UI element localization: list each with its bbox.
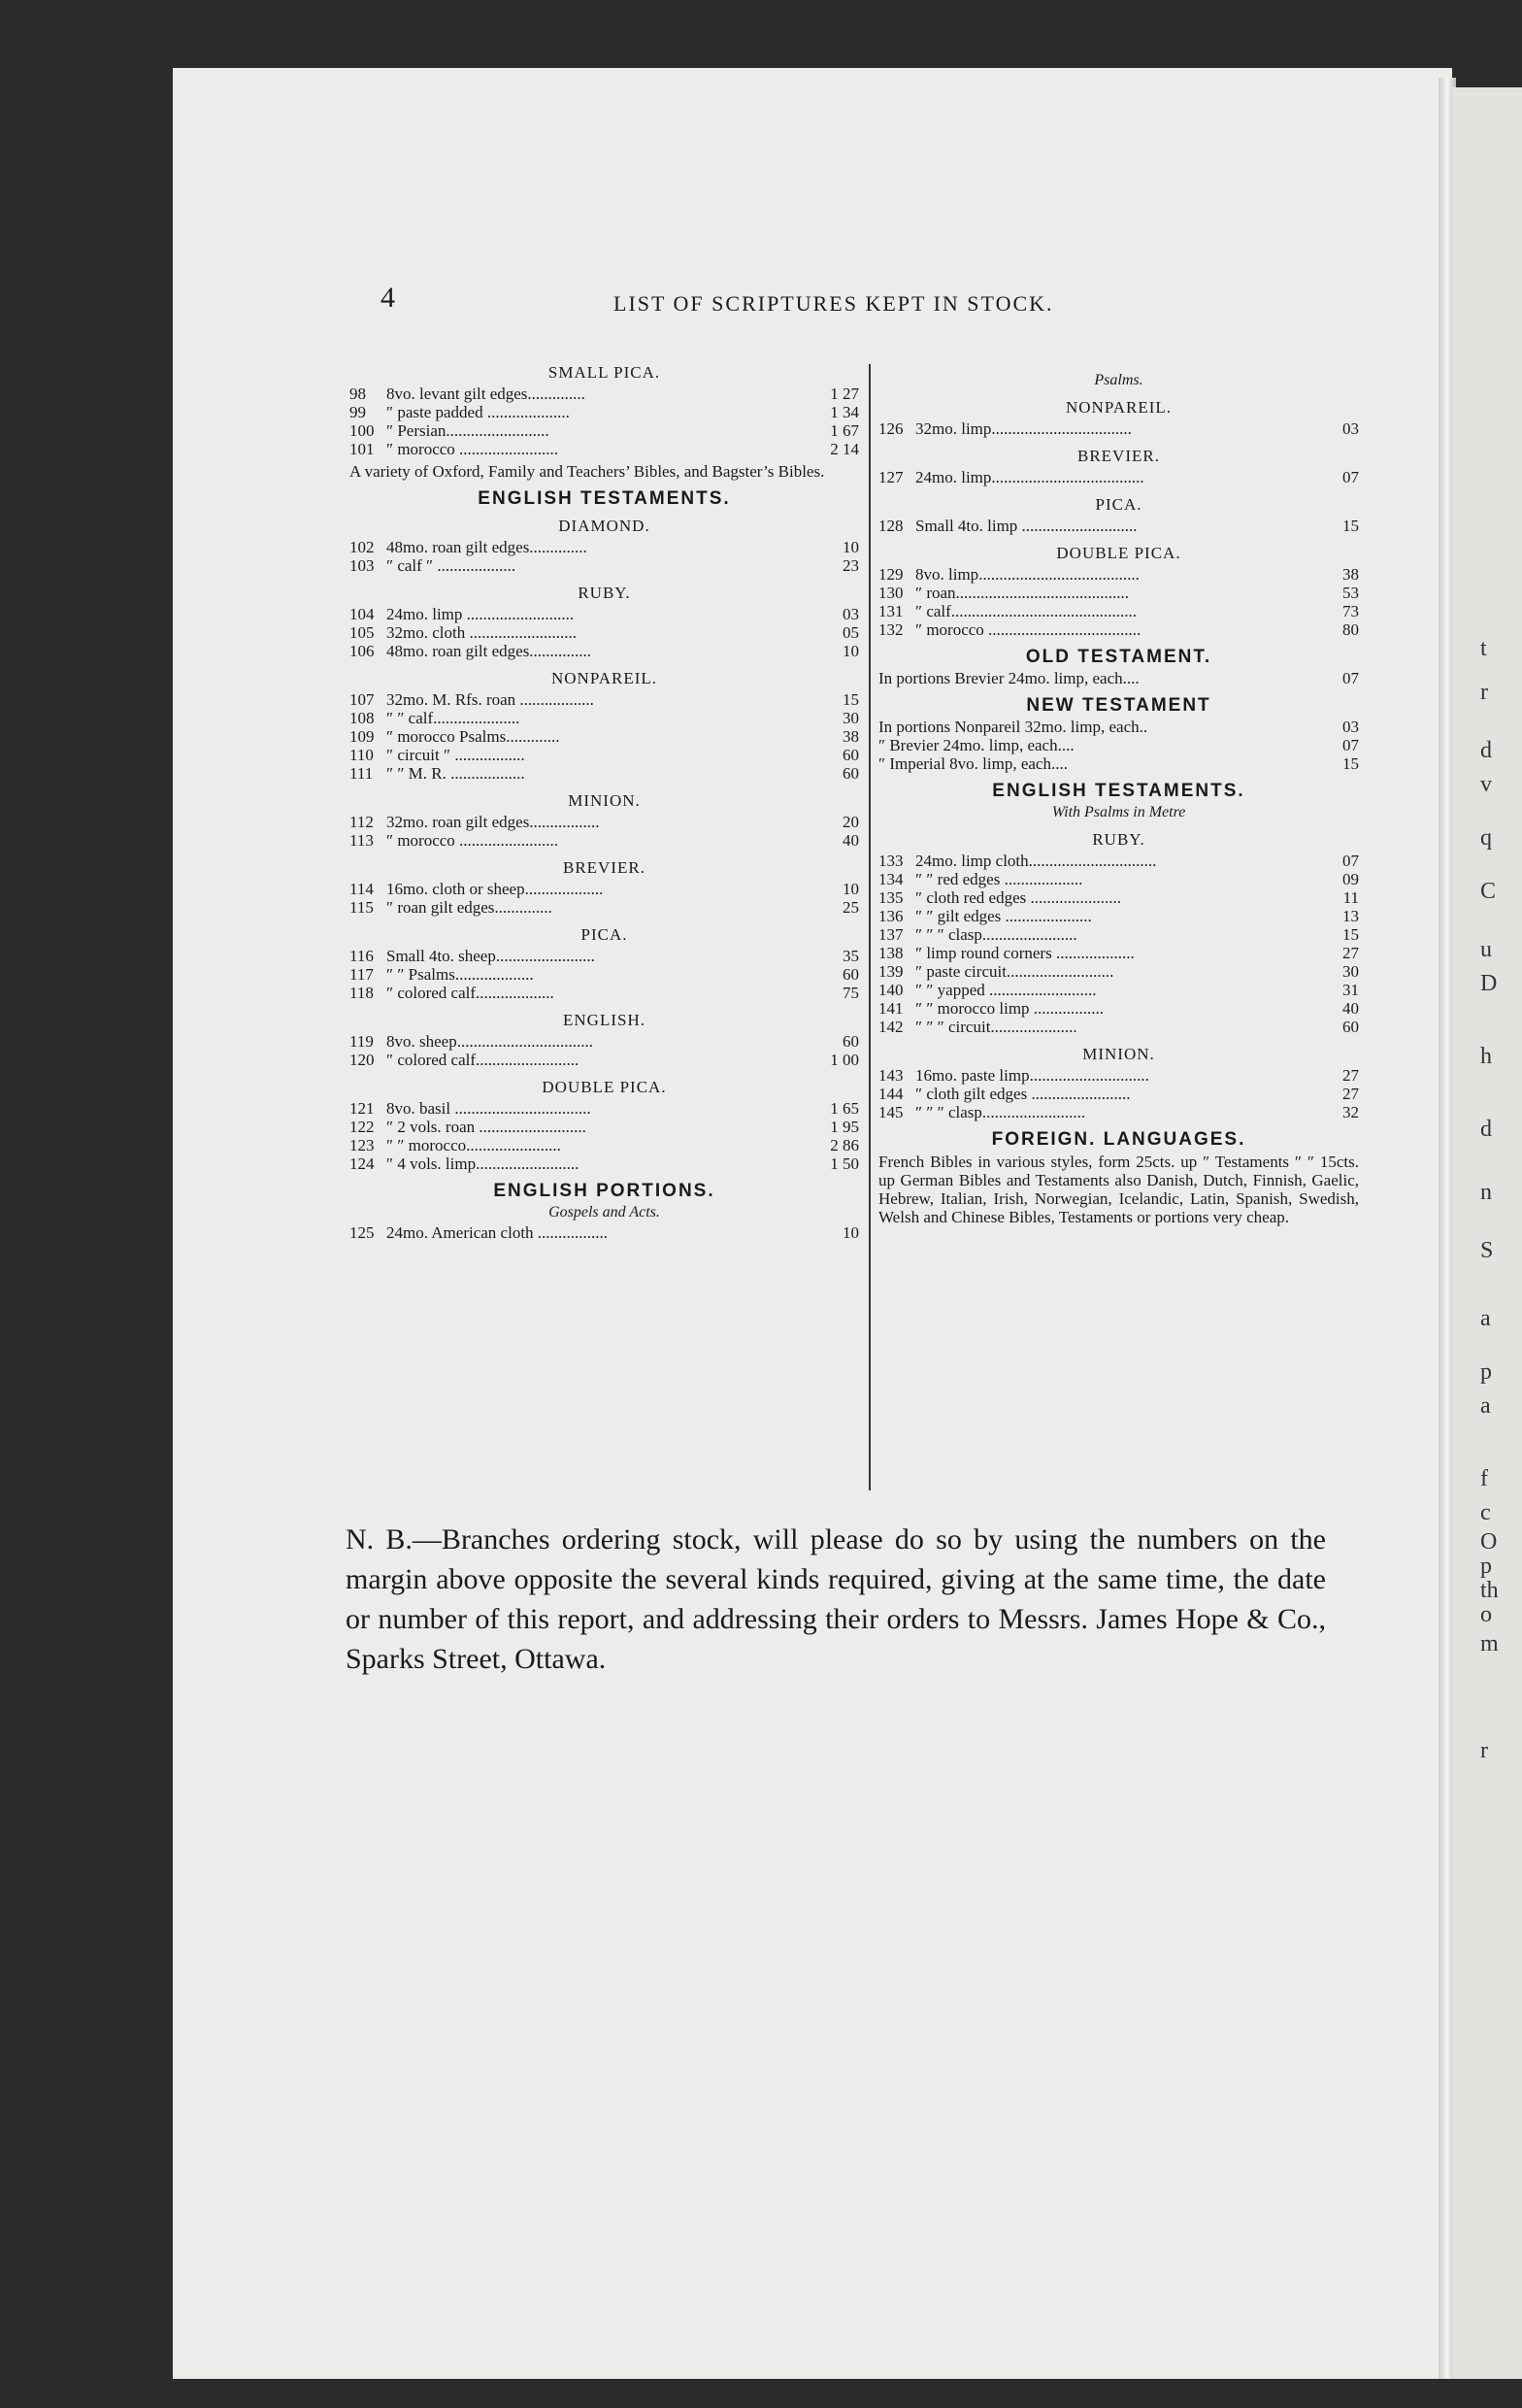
item-price: 60	[843, 965, 859, 984]
list-item	[349, 1051, 859, 1069]
list-item	[878, 870, 1359, 888]
list-item	[878, 907, 1359, 925]
item-description: ″ ″ ″ circuit.....................	[915, 1018, 1077, 1036]
item-number: 140	[878, 981, 904, 999]
item-description: 8vo. levant gilt edges..............	[386, 385, 585, 403]
item-price: 2 14	[830, 440, 859, 458]
subsection-title: NONPAREIL.	[550, 669, 658, 687]
rows-diamond	[349, 538, 859, 575]
item-price: 03	[1342, 718, 1359, 736]
item-description: ″ morocco ........................	[386, 440, 559, 458]
item-number: 116	[349, 947, 374, 965]
item-description: ″ cloth red edges ......................	[915, 888, 1121, 907]
item-price: 27	[1342, 1066, 1359, 1085]
list-item	[349, 709, 859, 727]
list-item	[878, 944, 1359, 962]
item-number: 130	[878, 584, 904, 602]
facing-page-fragment: c	[1480, 1500, 1491, 1525]
list-item	[349, 385, 859, 403]
item-number: 119	[349, 1032, 374, 1051]
item-price: 53	[1342, 584, 1359, 602]
rows-r-brevier	[878, 468, 1359, 486]
item-number: 109	[349, 727, 375, 746]
list-item	[349, 764, 859, 783]
item-description: ″ ″ gilt edges .....................	[915, 907, 1092, 925]
section-subtitle: With Psalms in Metre	[1051, 804, 1186, 820]
list-item	[349, 403, 859, 421]
list-item	[349, 746, 859, 764]
subsection-title: NONPAREIL.	[1065, 398, 1173, 417]
item-description: ″ paste padded ....................	[386, 403, 570, 421]
item-description: ″ ″ Psalms...................	[386, 965, 534, 984]
item-price: 10	[843, 880, 859, 898]
rows-new-testament	[878, 718, 1359, 773]
section-title: ENGLISH TESTAMENTS.	[992, 781, 1245, 801]
list-item	[878, 468, 1359, 486]
rows-english	[349, 1032, 859, 1069]
facing-page-fragment: f	[1480, 1466, 1488, 1491]
facing-page-fragment: v	[1480, 772, 1492, 797]
item-price: 60	[843, 1032, 859, 1051]
item-description: ″ Imperial 8vo. limp, each....	[878, 754, 1068, 773]
facing-page-fragment: n	[1480, 1180, 1492, 1205]
list-item	[349, 1136, 859, 1154]
right-column	[878, 369, 1359, 1230]
item-description: ″ morocco .....................................	[915, 620, 1142, 639]
item-description: 32mo. M. Rfs. roan ..................	[386, 690, 594, 709]
list-item	[349, 623, 859, 642]
item-description: ″ ″ morocco limp .................	[915, 999, 1105, 1018]
item-number: 123	[349, 1136, 375, 1154]
item-price: 10	[843, 1223, 859, 1242]
item-number: 134	[878, 870, 904, 888]
facing-page-fragment: p	[1480, 1554, 1492, 1579]
item-price: 03	[843, 605, 859, 623]
item-number: 139	[878, 962, 904, 981]
column-divider	[869, 364, 871, 1490]
list-item	[349, 556, 859, 575]
item-description: 48mo. roan gilt edges..............	[386, 538, 587, 556]
facing-page-fragment: h	[1480, 1044, 1492, 1069]
list-item	[878, 419, 1359, 438]
item-description: ″ 2 vols. roan ..........................	[386, 1118, 586, 1136]
item-number: 103	[349, 556, 375, 575]
section-title: ENGLISH PORTIONS.	[493, 1181, 715, 1201]
item-description: 32mo. limp..................................	[915, 419, 1132, 438]
item-description: ″ 4 vols. limp.........................	[386, 1154, 579, 1173]
item-description: In portions Brevier 24mo. limp, each....	[878, 669, 1140, 687]
item-price: 1 27	[830, 385, 859, 403]
facing-page-fragment: o	[1480, 1602, 1492, 1627]
list-item	[878, 852, 1359, 870]
subsection-title: MINION.	[1082, 1045, 1155, 1063]
list-item	[878, 669, 1359, 687]
item-price: 40	[843, 831, 859, 850]
item-description: ″ ″ yapped ..........................	[915, 981, 1097, 999]
item-price: 73	[1342, 602, 1359, 620]
item-number: 99	[349, 403, 366, 421]
list-item	[878, 1018, 1359, 1036]
item-number: 100	[349, 421, 375, 440]
item-price: 11	[1342, 888, 1359, 907]
list-item	[349, 440, 859, 458]
item-price: 38	[843, 727, 859, 746]
item-number: 101	[349, 440, 375, 458]
item-number: 110	[349, 746, 374, 764]
facing-page-fragment: d	[1480, 738, 1492, 763]
subsection-title: DIAMOND.	[558, 517, 650, 535]
item-description: In portions Nonpareil 32mo. limp, each..	[878, 718, 1148, 736]
item-price: 35	[843, 947, 859, 965]
item-description: 24mo. limp cloth...............................	[915, 852, 1157, 870]
item-number: 122	[349, 1118, 375, 1136]
item-price: 07	[1342, 468, 1359, 486]
item-description: ″ calf ″ ...................	[386, 556, 516, 575]
list-item	[878, 1085, 1359, 1103]
item-price: 1 65	[830, 1099, 859, 1118]
rows-nonpareil	[349, 690, 859, 783]
item-price: 60	[843, 746, 859, 764]
list-item	[349, 813, 859, 831]
list-item	[878, 888, 1359, 907]
facing-page-fragment: D	[1480, 971, 1498, 996]
item-price: 07	[1342, 852, 1359, 870]
item-number: 138	[878, 944, 904, 962]
facing-page-fragment: p	[1480, 1359, 1492, 1385]
item-description: ″ cloth gilt edges ........................	[915, 1085, 1131, 1103]
item-price: 75	[843, 984, 859, 1002]
item-description: ″ ″ red edges ...................	[915, 870, 1083, 888]
item-number: 137	[878, 925, 904, 944]
item-number: 125	[349, 1223, 375, 1242]
item-number: 129	[878, 565, 904, 584]
item-number: 124	[349, 1154, 375, 1173]
foreign-languages-text: French Bibles in various styles, form 25cts. up ″ Testaments ″ ″ 15cts. up German Bibles and Testaments also Danish, Dutch, Finnish, Gaelic, Hebrew, Italian, Irish, Norwegian, Icelandic, Latin, Spanish, Swedish, Welsh and Chinese Bibles, Testaments or portions very cheap.	[878, 1153, 1359, 1226]
rows-english-portions	[349, 1223, 859, 1242]
item-price: 10	[843, 642, 859, 660]
list-item	[878, 602, 1359, 620]
list-item	[349, 605, 859, 623]
subsection-title: BREVIER.	[1077, 447, 1160, 465]
rows-r-nonpareil	[878, 419, 1359, 438]
rows-pica	[349, 947, 859, 1002]
item-price: 60	[843, 764, 859, 783]
item-price: 10	[843, 538, 859, 556]
item-number: 131	[878, 602, 904, 620]
facing-page-fragment: m	[1480, 1631, 1499, 1656]
item-description: ″ limp round corners ...................	[915, 944, 1135, 962]
item-number: 135	[878, 888, 904, 907]
facing-page-edge	[1452, 87, 1522, 2379]
subsection-title: MINION.	[568, 791, 641, 810]
section-title: SMALL PICA.	[547, 363, 661, 382]
item-price: 23	[843, 556, 859, 575]
facing-page-fragment: a	[1480, 1393, 1491, 1419]
item-description: ″ morocco Psalms.............	[386, 727, 560, 746]
item-description: ″ colored calf...................	[386, 984, 554, 1002]
rows-minion	[349, 813, 859, 850]
item-price: 1 34	[830, 403, 859, 421]
rows-r-minion	[878, 1066, 1359, 1121]
list-item	[349, 727, 859, 746]
item-description: 32mo. cloth ..........................	[386, 623, 577, 642]
rows-r-ruby	[878, 852, 1359, 1036]
list-item	[349, 538, 859, 556]
section-title: OLD TESTAMENT.	[1025, 647, 1212, 667]
item-description: ″ ″ morocco.......................	[386, 1136, 561, 1154]
facing-page-fragment: S	[1480, 1238, 1494, 1263]
item-number: 105	[349, 623, 375, 642]
list-item	[349, 1032, 859, 1051]
facing-page-fragment: a	[1480, 1306, 1491, 1331]
item-description: ″ ″ ″ clasp.......................	[915, 925, 1077, 944]
item-description: 16mo. cloth or sheep...................	[386, 880, 604, 898]
item-number: 104	[349, 605, 375, 623]
section-subtitle: Gospels and Acts.	[548, 1204, 660, 1221]
facing-page-fragment: t	[1480, 636, 1487, 661]
item-price: 40	[1342, 999, 1359, 1018]
list-item	[878, 999, 1359, 1018]
item-number: 113	[349, 831, 374, 850]
subsection-title: DOUBLE PICA.	[542, 1078, 667, 1096]
subsection-title: RUBY.	[1092, 830, 1145, 849]
item-number: 141	[878, 999, 904, 1018]
item-number: 128	[878, 517, 904, 535]
rows-ruby	[349, 605, 859, 660]
list-item	[878, 565, 1359, 584]
rows-brevier	[349, 880, 859, 917]
list-item	[878, 981, 1359, 999]
section-title: NEW TESTAMENT	[1026, 695, 1211, 716]
section-title: ENGLISH TESTAMENTS.	[478, 488, 731, 509]
item-description: 32mo. roan gilt edges.................	[386, 813, 600, 831]
item-price: 1 67	[830, 421, 859, 440]
item-number: 102	[349, 538, 375, 556]
item-price: 09	[1342, 870, 1359, 888]
item-number: 112	[349, 813, 374, 831]
list-item	[349, 880, 859, 898]
subsection-title: BREVIER.	[563, 858, 645, 877]
item-price: 31	[1342, 981, 1359, 999]
item-price: 32	[1342, 1103, 1359, 1121]
bible-variety-note: A variety of Oxford, Family and Teachers’ Bibles, and Bagster’s Bibles.	[349, 462, 825, 481]
list-item	[878, 1066, 1359, 1085]
item-number: 127	[878, 468, 904, 486]
item-price: 1 95	[830, 1118, 859, 1136]
item-description: ″ circuit ″ .................	[386, 746, 525, 764]
item-price: 80	[1342, 620, 1359, 639]
item-number: 111	[349, 764, 374, 783]
list-item	[878, 718, 1359, 736]
list-item	[878, 620, 1359, 639]
item-price: 03	[1342, 419, 1359, 438]
item-number: 133	[878, 852, 904, 870]
ordering-note: N. B.—Branches ordering stock, will please do so by using the numbers on the margin above opposite the several kinds required, giving at the same time, the date or number of this report, and addressing their orders to Messrs. James Hope & Co., Sparks Street, Ottawa.	[346, 1523, 1326, 1675]
list-item	[878, 754, 1359, 773]
list-item	[349, 421, 859, 440]
list-item	[878, 962, 1359, 981]
page-header: LIST OF SCRIPTURES KEPT IN STOCK.	[613, 291, 1054, 316]
item-description: ″ ″ calf.....................	[386, 709, 520, 727]
item-price: 05	[843, 623, 859, 642]
rows-double-pica	[349, 1099, 859, 1173]
list-item	[349, 1099, 859, 1118]
item-price: 1 50	[830, 1154, 859, 1173]
item-number: 145	[878, 1103, 904, 1121]
item-number: 118	[349, 984, 374, 1002]
item-price: 27	[1342, 944, 1359, 962]
item-description: 16mo. paste limp.............................	[915, 1066, 1149, 1085]
item-price: 07	[1342, 669, 1359, 687]
item-number: 143	[878, 1066, 904, 1085]
item-number: 121	[349, 1099, 375, 1118]
list-item	[878, 925, 1359, 944]
item-number: 120	[349, 1051, 375, 1069]
facing-page-fragment: d	[1480, 1117, 1492, 1142]
list-item	[349, 1154, 859, 1173]
list-item	[349, 898, 859, 917]
item-price: 27	[1342, 1085, 1359, 1103]
item-description: ″ Persian.........................	[386, 421, 549, 440]
item-number: 126	[878, 419, 904, 438]
item-number: 132	[878, 620, 904, 639]
facing-page-fragment: C	[1480, 879, 1497, 904]
item-number: 108	[349, 709, 375, 727]
item-description: 24mo. limp ..........................	[386, 605, 575, 623]
item-number: 136	[878, 907, 904, 925]
page-number: 4	[380, 282, 395, 314]
item-description: ″ roan gilt edges..............	[386, 898, 552, 917]
subsection-title: DOUBLE PICA.	[1056, 544, 1181, 562]
list-item	[349, 965, 859, 984]
rows-small-pica	[349, 385, 859, 458]
item-description: 48mo. roan gilt edges...............	[386, 642, 592, 660]
list-item	[349, 642, 859, 660]
rows-r-double-pica	[878, 565, 1359, 639]
item-description: ″ Brevier 24mo. limp, each....	[878, 736, 1075, 754]
item-price: 13	[1342, 907, 1359, 925]
list-item	[878, 517, 1359, 535]
item-description: Small 4to. sheep........................	[386, 947, 595, 965]
item-price: 15	[1342, 754, 1359, 773]
item-price: 60	[1342, 1018, 1359, 1036]
item-description: 8vo. basil .................................	[386, 1099, 591, 1118]
item-description: ″ morocco ........................	[386, 831, 559, 850]
item-description: 24mo. American cloth .................	[386, 1223, 609, 1242]
list-item	[878, 736, 1359, 754]
item-number: 107	[349, 690, 375, 709]
item-price: 15	[843, 690, 859, 709]
item-price: 07	[1342, 736, 1359, 754]
facing-page-fragment: u	[1480, 937, 1492, 962]
item-price: 1 00	[830, 1051, 859, 1069]
item-number: 98	[349, 385, 366, 403]
item-price: 15	[1342, 925, 1359, 944]
list-item	[349, 690, 859, 709]
item-description: ″ ″ ″ clasp.........................	[915, 1103, 1086, 1121]
item-number: 106	[349, 642, 375, 660]
section-title: FOREIGN. LANGUAGES.	[991, 1129, 1246, 1150]
list-item	[349, 1118, 859, 1136]
item-description: Small 4to. limp ............................	[915, 517, 1138, 535]
subsection-title: PICA.	[580, 925, 628, 944]
list-item	[878, 584, 1359, 602]
facing-page-fragment: q	[1480, 825, 1492, 851]
item-price: 2 86	[830, 1136, 859, 1154]
rows-r-pica	[878, 517, 1359, 535]
item-number: 144	[878, 1085, 904, 1103]
item-price: 20	[843, 813, 859, 831]
item-description: ″ roan..........................................	[915, 584, 1130, 602]
item-description: 8vo. limp.......................................	[915, 565, 1140, 584]
psalms-label: Psalms.	[1094, 372, 1143, 388]
item-description: ″ colored calf.........................	[386, 1051, 579, 1069]
item-number: 117	[349, 965, 374, 984]
list-item	[349, 947, 859, 965]
list-item	[349, 831, 859, 850]
item-number: 114	[349, 880, 374, 898]
subsection-title: PICA.	[1095, 495, 1142, 514]
item-number: 142	[878, 1018, 904, 1036]
facing-page-fragment: th	[1480, 1578, 1499, 1603]
item-price: 30	[843, 709, 859, 727]
facing-page-fragment: r	[1480, 680, 1488, 705]
facing-page-fragment: r	[1480, 1738, 1488, 1763]
list-item	[878, 1103, 1359, 1121]
item-price: 30	[1342, 962, 1359, 981]
list-item	[349, 984, 859, 1002]
subsection-title: RUBY.	[578, 584, 631, 602]
item-description: 8vo. sheep.................................	[386, 1032, 593, 1051]
item-number: 115	[349, 898, 374, 917]
item-price: 25	[843, 898, 859, 917]
facing-page-fragment: O	[1480, 1529, 1498, 1555]
item-price: 38	[1342, 565, 1359, 584]
item-price: 15	[1342, 517, 1359, 535]
item-description: ″ ″ M. R. ..................	[386, 764, 525, 783]
left-column	[349, 354, 859, 1242]
item-description: 24mo. limp.....................................	[915, 468, 1144, 486]
item-description: ″ paste circuit..........................	[915, 962, 1114, 981]
item-description: ″ calf.............................................	[915, 602, 1138, 620]
subsection-title: ENGLISH.	[563, 1011, 645, 1029]
list-item	[349, 1223, 859, 1242]
